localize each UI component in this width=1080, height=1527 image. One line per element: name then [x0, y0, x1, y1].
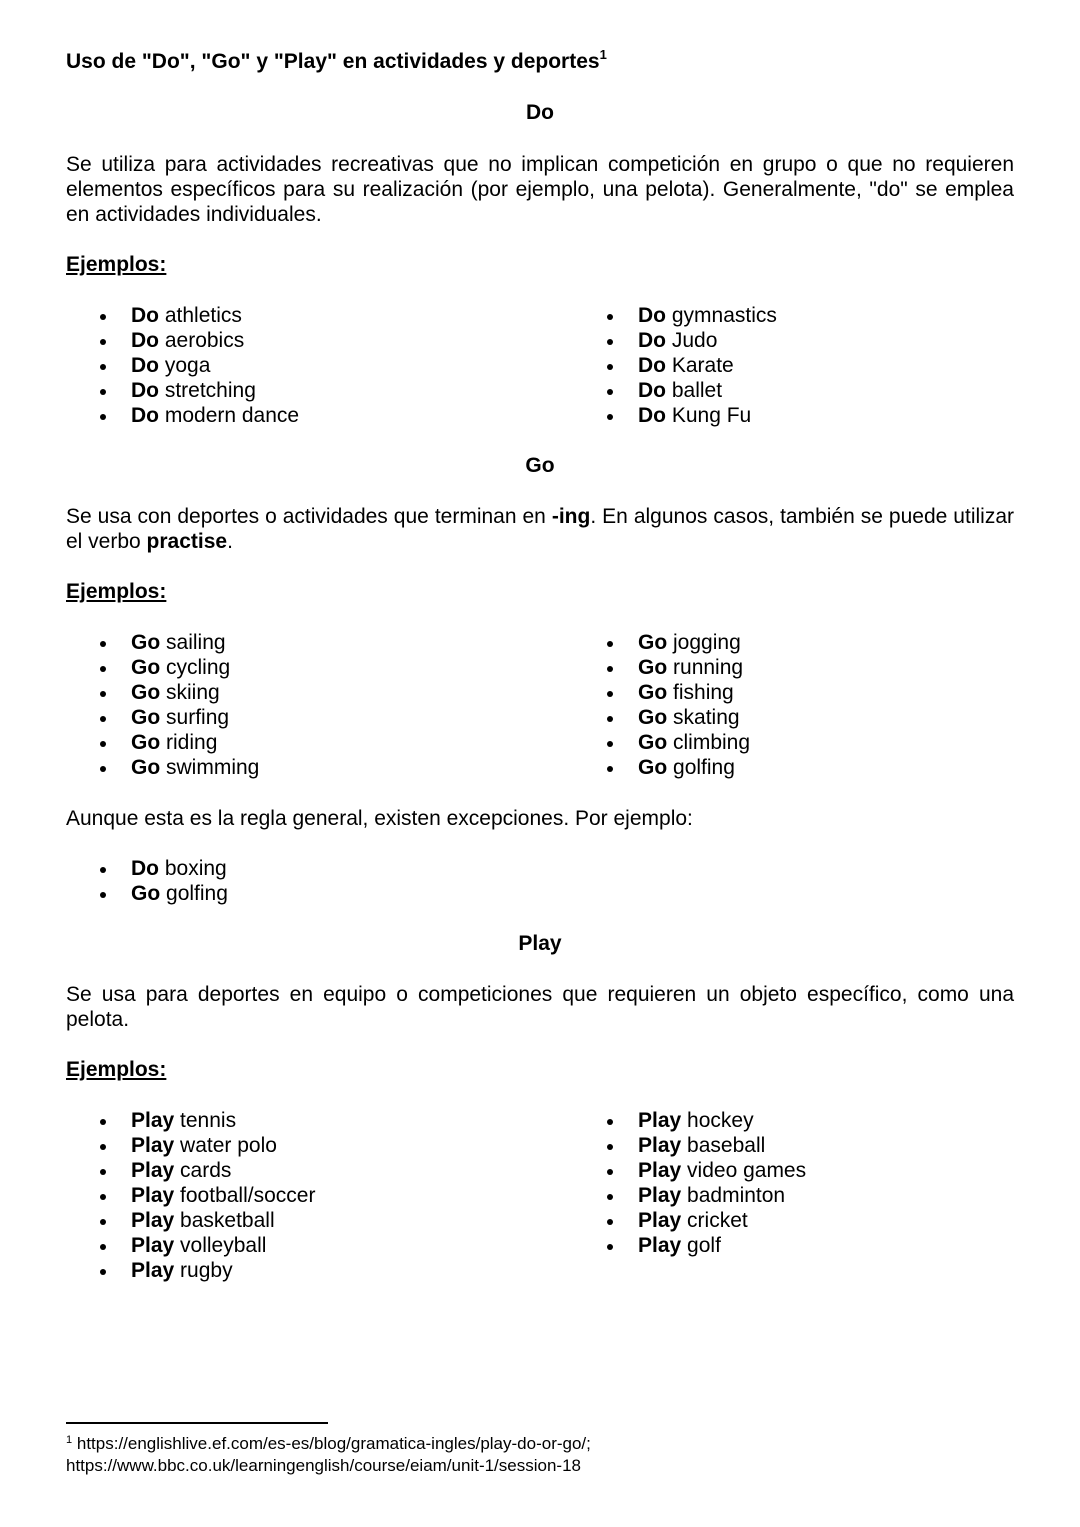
list-item-verb: Do	[638, 304, 666, 327]
list-item	[573, 1233, 806, 1258]
go-intro-text-2: . En algunos casos, también se puede utilizar el verbo	[66, 505, 1014, 553]
list-item	[66, 353, 299, 378]
list-item	[66, 881, 228, 906]
footnote-reference: 1	[599, 47, 607, 62]
list-item-verb: Do	[131, 354, 159, 377]
list-item-activity: golfing	[166, 882, 228, 905]
list-item	[573, 353, 777, 378]
list-item	[66, 378, 299, 403]
list-item-verb: Play	[638, 1234, 682, 1257]
list-item-verb: Play	[638, 1109, 682, 1132]
list-item-verb: Do	[131, 857, 159, 880]
list-item-verb: Do	[638, 379, 666, 402]
go-intro-bold-ing: -ing	[551, 505, 591, 528]
list-item-verb: Go	[131, 631, 161, 654]
list-item-activity: badminton	[687, 1184, 786, 1207]
list-item-verb: Go	[638, 756, 668, 779]
list-item-activity: stretching	[164, 379, 256, 402]
list-item-activity: modern dance	[164, 404, 300, 427]
list-item	[66, 730, 259, 755]
do-intro-paragraph: Se utiliza para actividades recreativas que no implican competición en grupo o que no requieren elementos específicos para su realización (por ejemplo, una pelota). Generalmente, "do" se emplea en actividades individuales.	[66, 153, 1014, 226]
list-item-activity: basketball	[180, 1209, 275, 1232]
list-item-activity: surfing	[166, 706, 230, 729]
list-item	[66, 856, 228, 881]
list-item	[573, 1158, 806, 1183]
list-item-verb: Do	[638, 404, 666, 427]
list-item	[66, 630, 259, 655]
list-item	[66, 403, 299, 428]
list-item-activity: rugby	[180, 1259, 233, 1282]
list-item-activity: cricket	[687, 1209, 748, 1232]
list-item-activity: athletics	[164, 304, 242, 327]
list-item-verb: Go	[638, 706, 668, 729]
list-item	[66, 755, 259, 780]
list-item	[573, 705, 750, 730]
section-heading-play: Play	[518, 932, 562, 955]
go-intro-text-1: Se usa con deportes o actividades que terminan en	[66, 505, 552, 528]
list-item-verb: Go	[638, 731, 668, 754]
footnote-line-1[interactable]	[66, 1433, 966, 1455]
page-title-text: Uso de "Do", "Go" y "Play" en actividades y deportes	[66, 50, 600, 73]
list-item-activity: sailing	[166, 631, 226, 654]
list-item-verb: Go	[131, 882, 161, 905]
list-item-verb: Play	[131, 1134, 175, 1157]
list-item-verb: Play	[131, 1159, 175, 1182]
go-intro-bold-practise: practise	[146, 530, 228, 553]
list-item-activity: skiing	[166, 681, 220, 704]
list-item-verb: Play	[638, 1159, 682, 1182]
list-item-activity: water polo	[180, 1134, 277, 1157]
list-item	[66, 705, 259, 730]
footnote-link-bbc[interactable]: https://www.bbc.co.uk/learningenglish/course/eiam/unit-1/session-18	[66, 1456, 581, 1475]
footnote-number: 1	[66, 1434, 73, 1446]
list-item-activity: golfing	[673, 756, 735, 779]
list-item	[66, 1133, 315, 1158]
go-intro-text-3: .	[227, 530, 233, 553]
list-item	[573, 655, 750, 680]
list-item-activity: video games	[687, 1159, 807, 1182]
list-item-activity: golf	[687, 1234, 721, 1257]
list-item	[573, 328, 777, 353]
go-exceptions-list	[66, 856, 228, 906]
list-item-verb: Play	[131, 1259, 175, 1282]
list-item-activity: boxing	[164, 857, 227, 880]
list-item	[573, 403, 777, 428]
list-item-activity: ballet	[671, 379, 723, 402]
list-item-verb: Do	[131, 379, 159, 402]
list-item-verb: Play	[131, 1184, 175, 1207]
list-item	[573, 378, 777, 403]
list-item-verb: Go	[131, 706, 161, 729]
list-item	[66, 1183, 315, 1208]
list-item-activity: tennis	[180, 1109, 237, 1132]
do-examples-right-list	[573, 303, 777, 428]
list-item-activity: fishing	[673, 681, 734, 704]
go-examples-left-list	[66, 630, 259, 780]
list-item-activity: cycling	[166, 656, 231, 679]
list-item-activity: volleyball	[180, 1234, 267, 1257]
list-item	[66, 655, 259, 680]
list-item-verb: Do	[131, 329, 159, 352]
list-item-activity: swimming	[166, 756, 260, 779]
list-item-verb: Go	[638, 631, 668, 654]
go-exceptions-paragraph: Aunque esta es la regla general, existen excepciones. Por ejemplo:	[66, 807, 693, 830]
list-item-activity: gymnastics	[671, 304, 777, 327]
list-item-activity: riding	[166, 731, 218, 754]
list-item-activity: Karate	[671, 354, 734, 377]
list-item-activity: running	[673, 656, 744, 679]
list-item	[66, 1258, 315, 1283]
list-item	[573, 1133, 806, 1158]
page-title	[66, 47, 607, 74]
list-item	[66, 1233, 315, 1258]
list-item-verb: Go	[131, 731, 161, 754]
list-item-verb: Play	[638, 1184, 682, 1207]
list-item	[573, 730, 750, 755]
list-item-verb: Go	[131, 756, 161, 779]
list-item-verb: Do	[638, 329, 666, 352]
list-item-verb: Do	[638, 354, 666, 377]
list-item-activity: skating	[673, 706, 740, 729]
footnote-separator	[66, 1422, 328, 1424]
list-item-activity: cards	[180, 1159, 232, 1182]
list-item-activity: climbing	[673, 731, 751, 754]
list-item-verb: Go	[131, 681, 161, 704]
play-examples-left-list	[66, 1108, 315, 1283]
list-item-verb: Do	[131, 304, 159, 327]
play-examples-right-list	[573, 1108, 806, 1258]
go-examples-label: Ejemplos:	[66, 580, 167, 603]
list-item-verb: Go	[131, 656, 161, 679]
list-item-verb: Play	[131, 1234, 175, 1257]
list-item	[573, 680, 750, 705]
list-item-verb: Play	[131, 1209, 175, 1232]
list-item	[573, 755, 750, 780]
list-item-activity: jogging	[673, 631, 741, 654]
footnote-link-englishlive[interactable]: https://englishlive.ef.com/es-es/blog/gramatica-ingles/play-do-or-go/;	[76, 1434, 591, 1453]
do-examples-left-list	[66, 303, 299, 428]
section-heading-go: Go	[525, 454, 555, 477]
list-item-activity: football/soccer	[180, 1184, 316, 1207]
list-item-verb: Play	[638, 1134, 682, 1157]
go-intro-paragraph	[66, 504, 1014, 554]
list-item	[573, 630, 750, 655]
list-item-verb: Play	[638, 1209, 682, 1232]
list-item-verb: Do	[131, 404, 159, 427]
footnote	[66, 1433, 966, 1477]
list-item-verb: Play	[131, 1109, 175, 1132]
go-examples-right-list	[573, 630, 750, 780]
list-item-activity: Judo	[671, 329, 718, 352]
play-examples-label: Ejemplos:	[66, 1058, 167, 1081]
list-item	[573, 303, 777, 328]
list-item-activity: hockey	[687, 1109, 754, 1132]
play-intro-paragraph: Se usa para deportes en equipo o competiciones que requieren un objeto específico, como una pelota.	[66, 983, 1014, 1031]
do-examples-label: Ejemplos:	[66, 253, 167, 276]
list-item-activity: yoga	[164, 354, 211, 377]
list-item	[66, 1158, 315, 1183]
list-item-activity: Kung Fu	[671, 404, 752, 427]
section-heading-do: Do	[526, 101, 554, 124]
list-item	[573, 1208, 806, 1233]
list-item	[66, 303, 299, 328]
list-item	[573, 1108, 806, 1133]
list-item	[66, 680, 259, 705]
list-item	[66, 1208, 315, 1233]
list-item-activity: aerobics	[164, 329, 245, 352]
list-item	[66, 328, 299, 353]
list-item-activity: baseball	[687, 1134, 766, 1157]
list-item-verb: Go	[638, 656, 668, 679]
list-item	[66, 1108, 315, 1133]
list-item-verb: Go	[638, 681, 668, 704]
list-item	[573, 1183, 806, 1208]
